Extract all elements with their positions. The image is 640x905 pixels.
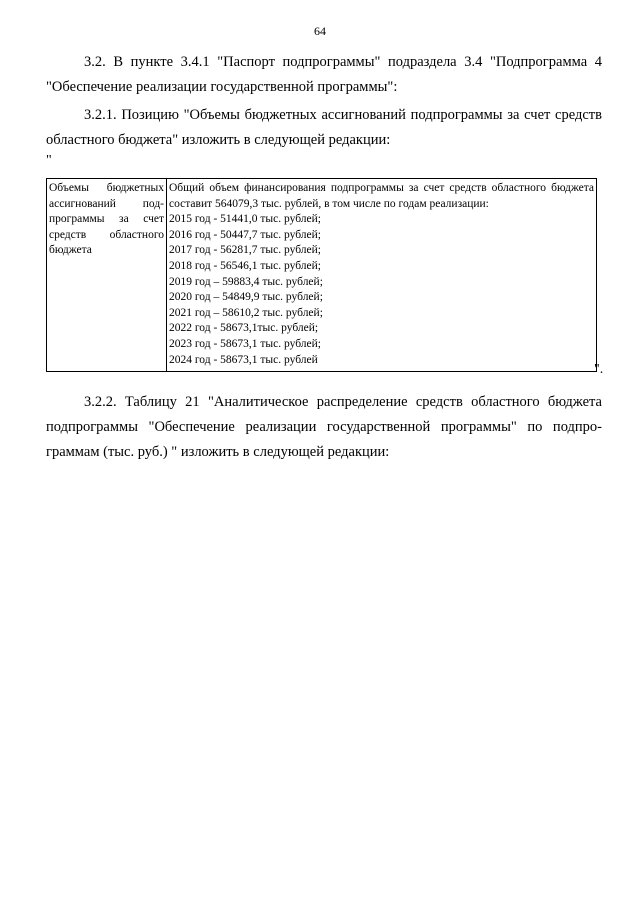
year-line-2023: 2023 год - 58673,1 тыс. рублей; [169,337,321,350]
opening-quote: " [46,153,52,168]
financing-intro: Общий объем финансирования подпрограммы за счет средств областного бюджета составит 564079,3 тыс. рублей, в том числе по годам реализации: [169,182,594,210]
year-line-2018: 2018 год - 56546,1 тыс. рублей; [169,259,321,272]
year-line-2022: 2022 год - 58673,1тыс. рублей; [169,322,319,335]
table-label-cell: Объемы бюджетных ассигнований под-программы за счет средств областного бюджета [47,179,167,372]
year-line-2020: 2020 год – 54849,9 тыс. рублей; [169,291,323,304]
table-content-cell [167,179,597,372]
table-row [47,179,597,372]
paragraph-3-2-2: 3.2.2. Таблицу 21 "Аналитическое распределение средств областного бюджета подпрограммы "Обеспечение реализации государственной программы" по подпро-граммам (тыс. руб.) " изложить в следующей редакции: [46,394,602,460]
page-number: 64 [314,24,326,38]
year-line-2017: 2017 год - 56281,7 тыс. рублей; [169,244,321,257]
year-line-2024: 2024 год - 58673,1 тыс. рублей [169,353,318,366]
year-line-2021: 2021 год – 58610,2 тыс. рублей; [169,306,323,319]
paragraph-3-2: 3.2. В пункте 3.4.1 "Паспорт подпрограммы" подраздела 3.4 "Подпрограмма 4 "Обеспечение реализации государственной программы": [46,54,602,95]
closing-quote: ". [594,362,604,377]
year-line-2019: 2019 год – 59883,4 тыс. рублей; [169,275,323,288]
year-line-2015: 2015 год - 51441,0 тыс. рублей; [169,213,321,226]
paragraph-3-2-1: 3.2.1. Позицию "Объемы бюджетных ассигнований подпрограммы за счет средств областного бюджета" изложить в следующей редакции: [46,107,602,148]
year-line-2016: 2016 год - 50447,7 тыс. рублей; [169,228,321,241]
budget-allocation-table [46,178,597,372]
